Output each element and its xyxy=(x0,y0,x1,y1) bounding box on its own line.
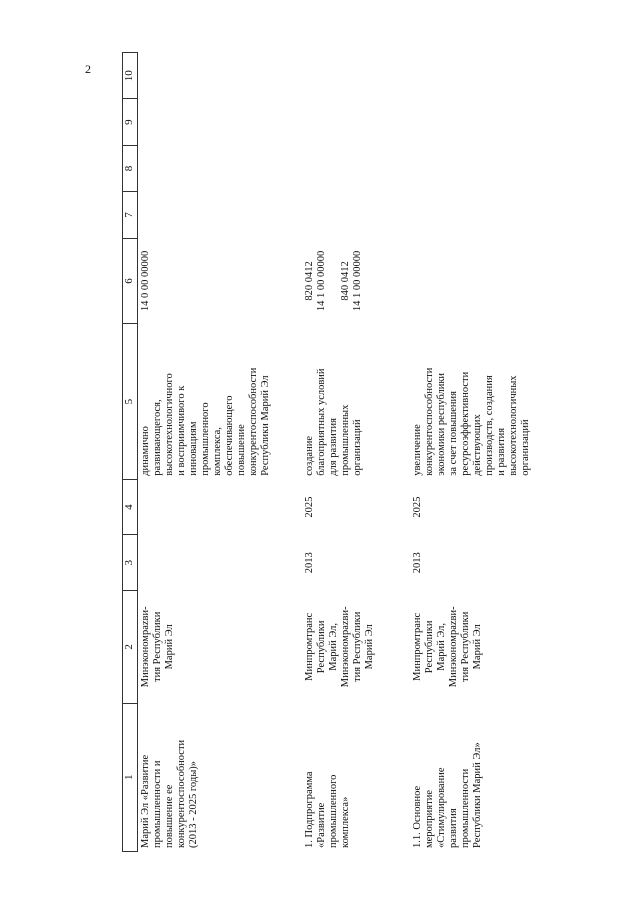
empty-cell xyxy=(302,53,410,99)
page-number: 2 xyxy=(85,62,91,76)
program-cell: Марий Эл «Развитие промышленности и повышение ее конкурентоспособности (2013 - 2025 годы)» xyxy=(140,739,199,848)
column-header: 3 xyxy=(123,535,138,591)
column-header: 1 xyxy=(123,703,138,851)
program-cell: 1. Подпрограмма «Развитие промышленного комплекса» xyxy=(304,771,351,848)
empty-cell xyxy=(410,192,574,238)
empty-cell xyxy=(138,99,303,145)
column-header: 5 xyxy=(123,324,138,479)
column-header: 4 xyxy=(123,479,138,535)
empty-cell xyxy=(302,145,410,191)
table-row xyxy=(410,53,574,852)
empty-cell xyxy=(302,192,410,238)
column-header: 9 xyxy=(123,99,138,145)
column-header: 10 xyxy=(123,53,138,99)
empty-cell xyxy=(302,99,410,145)
end-year-cell: 2025 xyxy=(412,496,423,518)
end-year-cell xyxy=(138,479,303,535)
empty-cell xyxy=(138,192,303,238)
table-row xyxy=(302,53,410,852)
result-cell: динамично развивающегося, высокотехнологичного и восприимчивого к инновациям промышленного комплекса, обеспечивающего повышение конкурентоспособности Республики Марий Эл xyxy=(140,367,271,476)
program-cell: 1.1. Основное мероприятие «Стимулирование развития промышленности Республики Марий Эл» xyxy=(412,742,483,848)
column-header: 6 xyxy=(123,238,138,324)
budget-code-cell: 820 0412 14 1 00 00000 840 0412 14 1 00 00000 xyxy=(304,250,363,312)
empty-cell xyxy=(138,53,303,99)
result-cell: создание благоприятных условий для развития промышленных организаций xyxy=(304,368,363,476)
start-year-cell: 2013 xyxy=(412,552,423,574)
column-number-row xyxy=(123,53,138,852)
column-header: 2 xyxy=(123,591,138,703)
program-table xyxy=(122,52,574,852)
start-year-cell xyxy=(138,535,303,591)
end-year-cell: 2025 xyxy=(304,496,315,518)
budget-code-cell: 14 0 00 00000 xyxy=(140,250,151,312)
column-header: 7 xyxy=(123,192,138,238)
table-row xyxy=(138,53,303,852)
column-header: 8 xyxy=(123,145,138,191)
executor-cell: Минэкономрazви- тия Республики Марий Эл xyxy=(140,606,175,688)
empty-cell xyxy=(410,145,574,191)
executor-cell: Минпромтранс Республики Марий Эл, Минэкономрazви- тия Республики Марий Эл xyxy=(412,606,483,688)
empty-cell xyxy=(410,53,574,99)
executor-cell: Минпромтранс Республики Марий Эл, Минэкономрazви- тия Республики Марий Эл xyxy=(304,606,375,688)
result-cell: увеличение конкурентоспособности экономики республики за счет повышения ресурсоэффективности действующих производств, создания и развития высокотехнологичных организаций xyxy=(412,367,531,476)
budget-code-cell xyxy=(410,238,574,324)
empty-cell xyxy=(410,99,574,145)
start-year-cell: 2013 xyxy=(304,552,315,574)
rotated-page xyxy=(122,2,639,852)
empty-cell xyxy=(138,145,303,191)
